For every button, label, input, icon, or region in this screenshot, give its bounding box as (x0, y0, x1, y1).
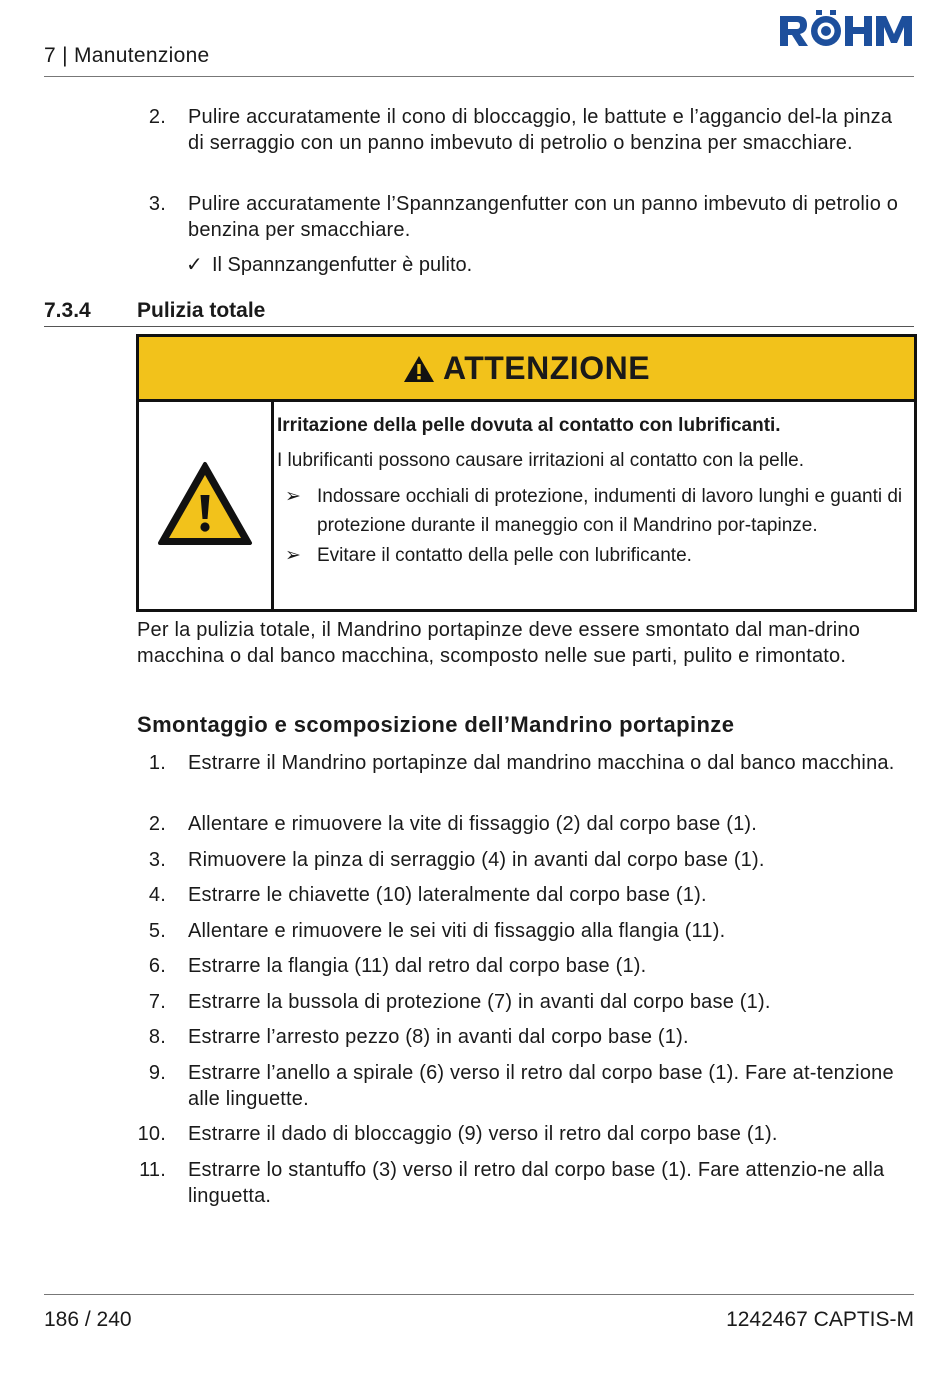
step-text: Pulire accuratamente l’Spannzangenfutter con un panno imbevuto di petrolio o benzina per smacchiare. (188, 193, 899, 241)
warning-small-icon (403, 355, 435, 383)
warning-action-text: Indossare occhiali di protezione, indumenti di lavoro lunghi e guanti di protezione durante il maneggio con il Mandrino por-tapinze. (317, 486, 903, 536)
step-number: 3. (148, 193, 166, 215)
check-icon: ✓ (186, 254, 203, 276)
document-id: 1242467 CAPTIS-M (726, 1308, 914, 1331)
step-text: Pulire accuratamente il cono di bloccaggio, le battute e l’aggancio del-la pinza di serraggio con un panno imbevuto di petrolio o benzina per smacchiare. (188, 106, 893, 154)
step-number: 10. (137, 1123, 166, 1145)
step-number: 2. (148, 813, 166, 835)
step-text: Rimuovere la pinza di serraggio (4) in avanti dal corpo base (1). (188, 849, 765, 871)
step-number: 11. (139, 1159, 166, 1181)
arrow-bullet-icon: ➢ (285, 486, 301, 507)
result-line (186, 252, 472, 278)
step-text: Estrarre la bussola di protezione (7) in avanti dal corpo base (1). (188, 991, 771, 1013)
step-text: Estrarre le chiavette (10) lateralmente dal corpo base (1). (188, 884, 707, 906)
warning-triangle-icon (157, 461, 253, 547)
body-paragraph: Per la pulizia totale, il Mandrino portapinze deve essere smontato dal man-drino macchina o dal banco macchina, scomposto nelle sue parti, pulito e rimontato. (137, 619, 861, 667)
step-number: 8. (148, 1026, 166, 1048)
step-number: 3. (148, 849, 166, 871)
section-rule (44, 326, 914, 327)
warning-hazard: Irritazione della pelle dovuta al contatto con lubrificanti. (277, 415, 781, 436)
rohm-logo (780, 10, 914, 50)
step-text: Estrarre l’arresto pezzo (8) in avanti dal corpo base (1). (188, 1026, 689, 1048)
step-text: Allentare e rimuovere le sei viti di fissaggio alla flangia (11). (188, 920, 726, 942)
step-number: 5. (148, 920, 166, 942)
header-section-title: 7 | Manutenzione (44, 44, 210, 67)
warning-content (277, 415, 907, 570)
section-number: 7.3.4 (44, 299, 91, 322)
warning-header (139, 337, 914, 402)
section-title: Pulizia totale (137, 299, 266, 322)
header-rule (44, 76, 914, 77)
result-text: Il Spannzangenfutter è pulito. (212, 254, 473, 276)
step-text: Estrarre lo stantuffo (3) verso il retro dal corpo base (1). Fare attenzio-ne alla linguetta. (188, 1159, 885, 1207)
signal-word: ATTENZIONE (442, 350, 651, 386)
step-text: Allentare e rimuovere la vite di fissaggio (2) dal corpo base (1). (188, 813, 758, 835)
warning-action (277, 482, 907, 540)
subheading: Smontaggio e scomposizione dell’Mandrino portapinze (137, 712, 735, 737)
warning-icon-cell (139, 402, 274, 609)
step-text: Estrarre il dado di bloccaggio (9) verso il retro dal corpo base (1). (188, 1123, 778, 1145)
footer-rule (44, 1294, 914, 1295)
warning-action (277, 541, 907, 570)
warning-box (136, 334, 917, 612)
warning-action-text: Evitare il contatto della pelle con lubrificante. (317, 545, 692, 566)
warning-description: I lubrificanti possono causare irritazioni al contatto con la pelle. (277, 450, 805, 471)
step-text: Estrarre il Mandrino portapinze dal mandrino macchina o dal banco macchina. (188, 752, 895, 774)
page-number: 186 / 240 (44, 1308, 132, 1331)
step-number: 7. (148, 991, 166, 1013)
step-text: Estrarre la flangia (11) dal retro dal corpo base (1). (188, 955, 647, 977)
step-number: 4. (148, 884, 166, 906)
step-number: 2. (148, 106, 166, 128)
step-number: 9. (148, 1062, 166, 1084)
step-number: 1. (148, 752, 166, 774)
arrow-bullet-icon: ➢ (285, 545, 301, 566)
step-text: Estrarre l’anello a spirale (6) verso il retro dal corpo base (1). Fare at-tenzione alle linguette. (188, 1062, 894, 1110)
step-number: 6. (148, 955, 166, 977)
